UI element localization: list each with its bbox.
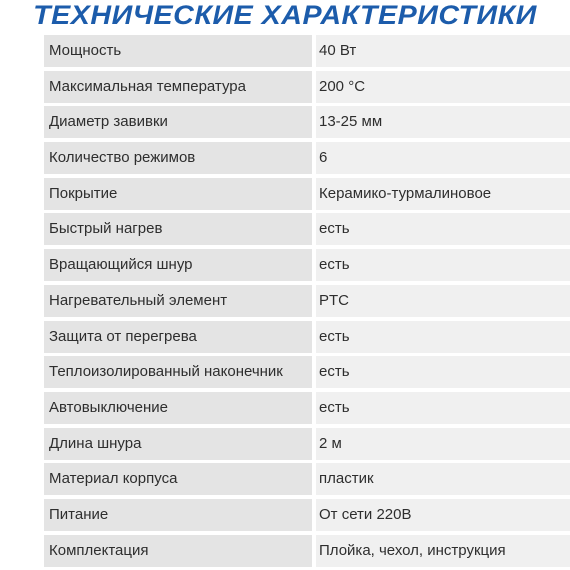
spec-value: 6: [316, 142, 570, 174]
spec-name: Диаметр завивки: [44, 106, 312, 138]
spec-value: Керамико-турмалиновое: [316, 178, 570, 210]
spec-name: Материал корпуса: [44, 463, 312, 495]
table-row: [44, 535, 570, 567]
spec-name: Количество режимов: [44, 142, 312, 174]
page-title: ТЕХНИЧЕСКИЕ ХАРАКТЕРИСТИКИ: [33, 0, 537, 30]
spec-value: 200 °С: [316, 71, 570, 103]
spec-value: 2 м: [316, 428, 570, 460]
spec-name: Быстрый нагрев: [44, 213, 312, 245]
spec-value: Плойка, чехол, инструкция: [316, 535, 570, 567]
spec-name: Покрытие: [44, 178, 312, 210]
spec-value: есть: [316, 356, 570, 388]
spec-name: Длина шнура: [44, 428, 312, 460]
table-row: [44, 213, 570, 245]
table-row: [44, 142, 570, 174]
spec-name: Защита от перегрева: [44, 321, 312, 353]
table-row: [44, 321, 570, 353]
spec-value: есть: [316, 321, 570, 353]
spec-value: PTC: [316, 285, 570, 317]
table-row: [44, 178, 570, 210]
spec-value: есть: [316, 213, 570, 245]
spec-name: Комплектация: [44, 535, 312, 567]
table-row: [44, 499, 570, 531]
spec-name: Мощность: [44, 35, 312, 67]
table-row: [44, 285, 570, 317]
spec-value: 40 Вт: [316, 35, 570, 67]
table-row: [44, 428, 570, 460]
table-row: [44, 356, 570, 388]
table-row: [44, 249, 570, 281]
spec-value: пластик: [316, 463, 570, 495]
spec-value: От сети 220В: [316, 499, 570, 531]
spec-name: Нагревательный элемент: [44, 285, 312, 317]
spec-name: Максимальная температура: [44, 71, 312, 103]
spec-value: 13-25 мм: [316, 106, 570, 138]
spec-name: Питание: [44, 499, 312, 531]
table-row: [44, 392, 570, 424]
table-row: [44, 71, 570, 103]
table-row: [44, 106, 570, 138]
table-row: [44, 35, 570, 67]
spec-name: Теплоизолированный наконечник: [44, 356, 312, 388]
specs-table: [44, 35, 570, 570]
spec-name: Вращающийся шнур: [44, 249, 312, 281]
spec-value: есть: [316, 392, 570, 424]
spec-value: есть: [316, 249, 570, 281]
spec-name: Автовыключение: [44, 392, 312, 424]
table-row: [44, 463, 570, 495]
